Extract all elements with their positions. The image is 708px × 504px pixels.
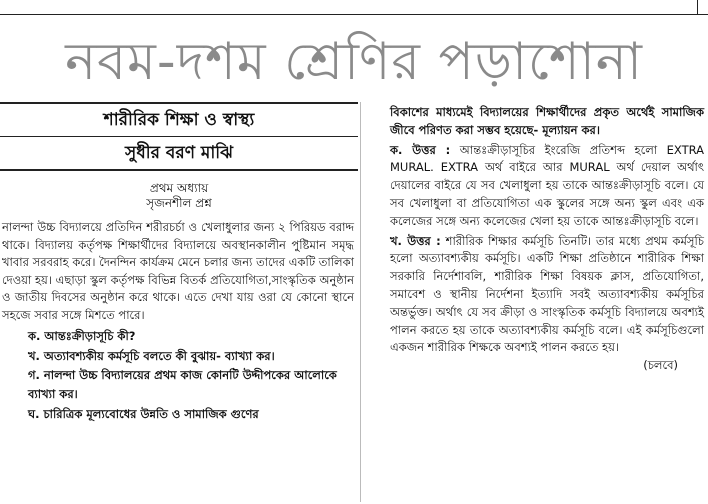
- question-type-label: সৃজনশীল প্রশ্ন: [146, 196, 212, 210]
- right-column: [364, 102, 708, 504]
- answer-ka-text: আন্তঃক্রীড়াসূচির ইংরেজি প্রতিশব্দ হলো EXTRA MURAL. EXTRA অর্থ বাইরে আর MURAL অর্থ দেয়াল অর্থাৎ দেয়ালের বাইরে যে সব খেলাধুলা হয় তাকে আন্তঃক্রীড়াসূচি বলে। যে সব খেলাধুলা বা প্রতিযোগিতা এক স্কুলের সঙ্গে অন্য স্কুল এবং এক কলেজের সঙ্গে অন্য কলেজের খেলা হয় তাকে আন্তঃক্রীড়াসূচি বলে।: [390, 142, 704, 228]
- question-gha: ঘ. চারিত্রিক মূল্যবোধের উন্নতি ও সামাজিক গুণের: [28, 407, 259, 421]
- answer-kha: [390, 233, 704, 358]
- answer-kha-text: শারীরিক শিক্ষার কর্মসূচি তিনটি। তার মধ্যে প্রথম কর্মসূচি হলো অত্যাবশ্যকীয় কর্মসূচি। একটি শিক্ষা প্রতিষ্ঠানে শারীরিক শিক্ষা সরকারি নির্দেশাবলি, শারীরিক শিক্ষা বিষয়ক ক্লাস, প্রতিযোগিতা, সমাবেশ ও স্থানীয় নির্দেশনা ইত্যাদি সবই অত্যাবশ্যকীয় কর্মসূচির অন্তর্ভুক্ত। অর্থাৎ যে সব ক্রীড়া ও সাংস্কৃতিক কর্মসূচি বিদ্যালয়ে অবশ্যই পালন করতে হয় তাকে অত্যাবশ্যকীয় কর্মসূচি বলে। এই কর্মসূচিগুলো একজন শারীরিক শিক্ষকে অবশ্যই পালন করতে হয়।: [390, 233, 704, 355]
- page-banner-title: নবম-দশম শ্রেণির পড়াশোনা: [65, 32, 643, 92]
- left-column: [0, 102, 358, 504]
- subject-heading: শারীরিক শিক্ষা ও স্বাস্থ্য: [0, 102, 358, 137]
- question-ka: ক. আন্তঃক্রীড়াসূচি কী?: [28, 329, 136, 343]
- column-divider: [360, 102, 361, 502]
- question-stem: নালন্দা উচ্চ বিদ্যালয়ে প্রতিদিন শরীরচর্চা ও খেলাধুলার জন্য ২ পিরিয়ড বরাদ্দ থাকে। বিদ্যালয় কর্তৃপক্ষ শিক্ষার্থীদের বিদ্যালয়ে অবস্থানকালীন পুষ্টিমান সমৃদ্ধ খাবার সরবরাহ করে। দৈনন্দিন কার্যক্রম মেনে চলার জন্য তাদের একটি তালিকা দেওয়া হয়। এছাড়া স্কুল কর্তৃপক্ষ বিভিন্ন বিতর্ক প্রতিযোগিতা,সাংস্কৃতিক অনুষ্ঠান ও জাতীয় দিবসের অনুষ্ঠান করে থাকে। এতে দেখা যায় ওরা যে কোনো স্থানে সহজে সবার সঙ্গে মিশতে পারে।: [2, 220, 354, 322]
- chapter-label: প্রথম অধ্যায়: [149, 181, 209, 195]
- continued-mark: (চলবে): [643, 358, 678, 373]
- author-name: সুধীর বরণ মাঝি: [0, 137, 358, 171]
- top-rule: [0, 0, 708, 15]
- question-list: [0, 326, 358, 424]
- question-gha-continued: বিকাশের মাধ্যমেই বিদ্যালয়ের শিক্ষার্থীদের প্রকৃত অর্থেই সামাজিক জীবে পরিণত করা সম্ভব হয়েছে- মূল্যায়ন কর।: [390, 105, 704, 137]
- question-kha: খ. অত্যাবশ্যকীয় কর্মসূচি বলতে কী বুঝায়- ব্যাখ্যা কর।: [28, 349, 275, 363]
- answer-kha-label: খ. উত্তর :: [390, 233, 441, 248]
- top-rule-corner: [697, 0, 708, 14]
- answer-ka-label: ক. উত্তর :: [390, 142, 451, 157]
- answer-ka: [390, 142, 704, 231]
- question-ga: গ. নালন্দা উচ্চ বিদ্যালয়ের প্রথম কাজ কোনটি উদ্দীপকের আলোকে ব্যাখ্যা কর।: [28, 368, 337, 401]
